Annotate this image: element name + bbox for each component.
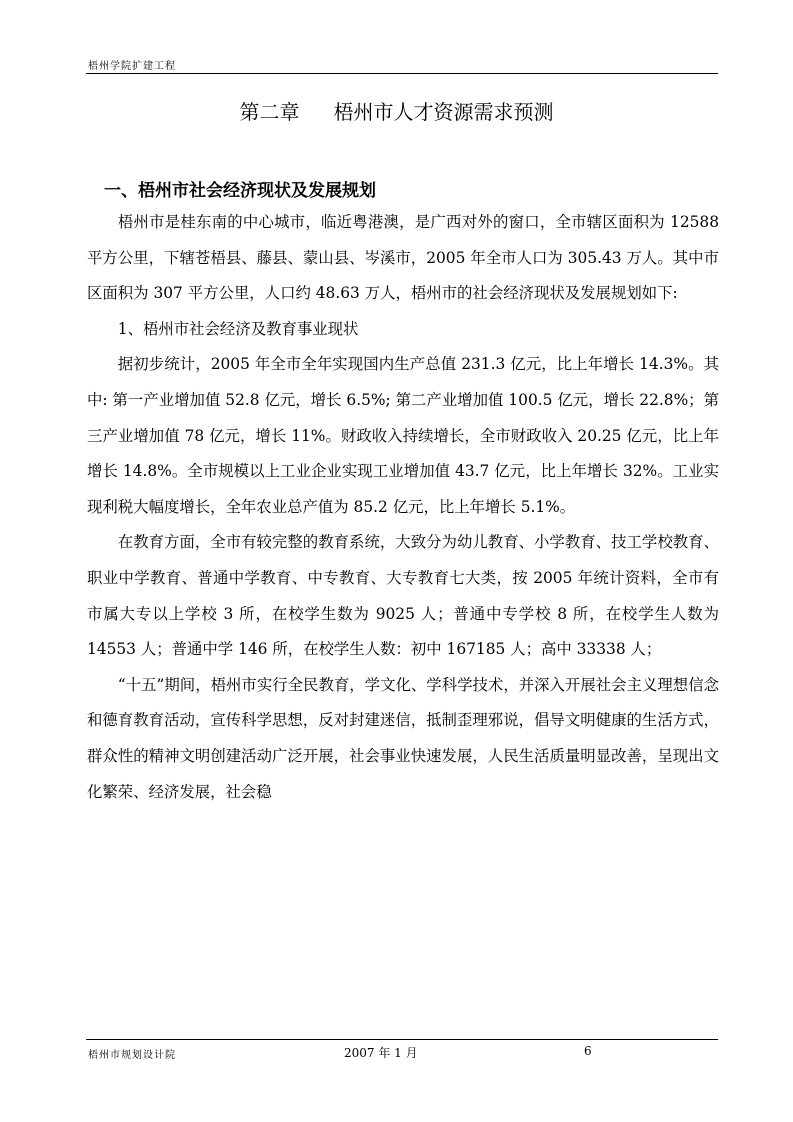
section-heading: 一、梧州市社会经济现状及发展规划 [104, 181, 376, 201]
body-text [87, 205, 719, 810]
page-number: 6 [584, 1044, 592, 1058]
paragraph-education: 在教育方面，全市有较完整的教育系统，大致分为幼儿教育、小学教育、技工学校教育、职业中学教育、普通中学教育、中专教育、大专教育七大类，按 2005 年统计资料，全市有市属大专以上学校 3 所，在校学生数为 9025 人；普通中专学校 8 所，在校学生人数为 14553 人；普通中学 146 所，在校学生人数：初中 167185 人；高中 33338 人； [87, 533, 719, 659]
running-header: 梧州学院扩建工程 [88, 61, 176, 72]
footer-divider [86, 1039, 718, 1040]
paragraph-economy: 据初步统计，2005 年全市全年实现国内生产总值 231.3 亿元，比上年增长 14.3%。其中: 第一产业增加值 52.8 亿元，增长 6.5%; 第二产业增加值 100.5 亿元，增长 22.8%；第三产业增加值 78 亿元，增长 11%。财政收入持续增长，全市财政收入 20.25 亿元，比上年增长 14.8%。全市规模以上工业企业实现工业增加值 43.7 亿元，比上年增长 32%。工业实现利税大幅度增长，全年农业总产值为 85.2 亿元，比上年增长 5.1%。 [87, 355, 719, 516]
chapter-title [0, 96, 793, 125]
paragraph-intro: 梧州市是桂东南的中心城市，临近粤港澳，是广西对外的窗口，全市辖区面积为 12588 平方公里，下辖苍梧县、藤县、蒙山县、岑溪市，2005 年全市人口为 305.43 万人。其中市区面积为 307 平方公里，人口约 48.63 万人，梧州市的社会经济现状及发展规划如下: [87, 213, 719, 303]
footer-organization: 梧州市规划设计院 [88, 1050, 176, 1061]
header-divider [86, 73, 718, 74]
subsection-heading: 1、梧州市社会经济及教育事业现状 [117, 319, 359, 338]
paragraph-tenth-five-year: “十五”期间，梧州市实行全民教育，学文化、学科学技术，并深入开展社会主义理想信念和德育教育活动，宣传科学思想，反对封建迷信，抵制歪理邪说，倡导文明健康的生活方式，群众性的精神文明创建活动广泛开展，社会事业快速发展，人民生活质量明显改善，呈现出文化繁荣、经济发展，社会稳 [87, 675, 719, 801]
chapter-name: 梧州市人才资源需求预测 [333, 100, 554, 124]
footer-date: 2007 年 1 月 [344, 1046, 418, 1060]
chapter-number: 第二章 [239, 100, 300, 124]
